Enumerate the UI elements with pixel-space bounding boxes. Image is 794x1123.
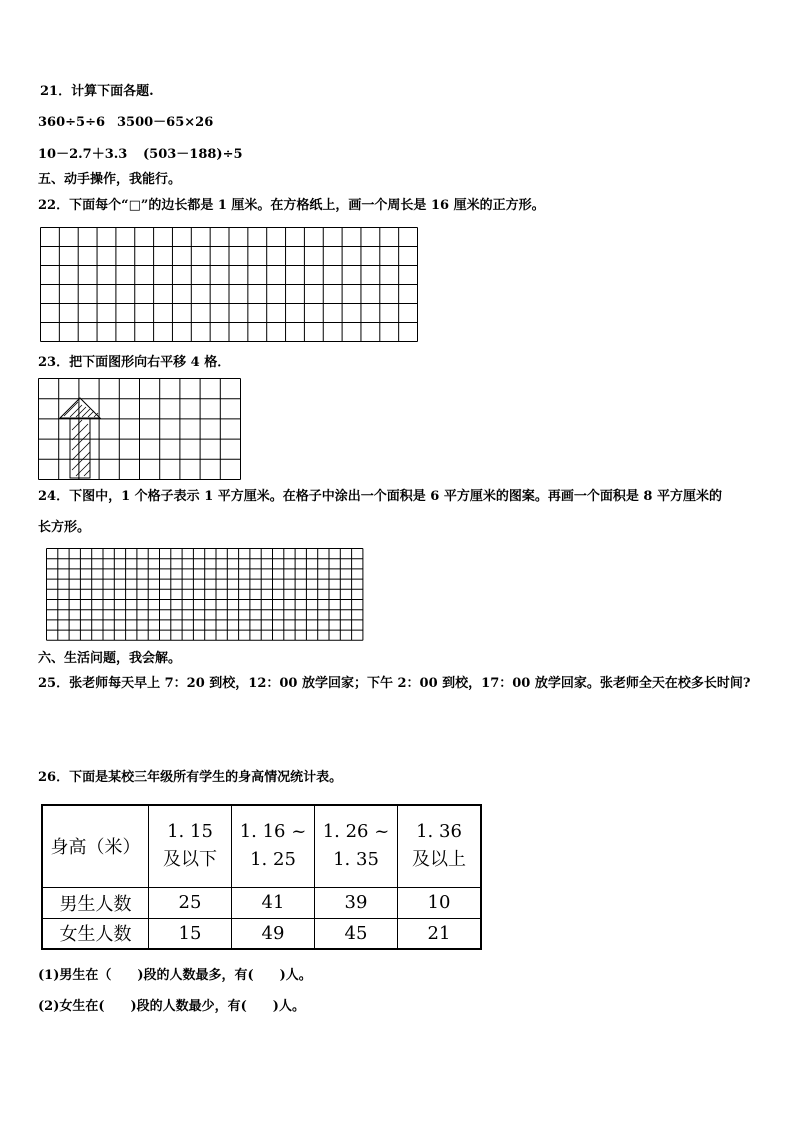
table-range-2: 1. 16 ~ 1. 25 xyxy=(232,805,315,887)
table-cell: 15 xyxy=(149,918,232,949)
q21-expr-4: (503－188)÷5 xyxy=(143,147,243,162)
q26-sub-question-2: (2)女生在( )段的人数最少，有( )人。 xyxy=(38,999,305,1014)
q21-title: 21．计算下面各题. xyxy=(40,84,154,99)
q26-text: 26．下面是某校三年级所有学生的身高情况统计表。 xyxy=(38,770,343,785)
q21-expr-2: 3500－65×26 xyxy=(117,115,214,130)
table-cell: 39 xyxy=(315,887,398,918)
arrow-figure xyxy=(60,398,100,478)
table-row xyxy=(42,887,481,918)
table-cell: 10 xyxy=(398,887,482,918)
q24-grid[interactable] xyxy=(46,548,364,641)
table-range-3: 1. 26 ~ 1. 35 xyxy=(315,805,398,887)
table-cell: 25 xyxy=(149,887,232,918)
table-cell: 45 xyxy=(315,918,398,949)
q21-expr-1: 360÷5÷6 xyxy=(38,115,106,130)
table-header-label: 身高（米） xyxy=(42,805,149,887)
q23-grid[interactable] xyxy=(38,378,243,480)
q23-text: 23．把下面图形向右平移 4 格． xyxy=(38,355,231,370)
table-row-label: 男生人数 xyxy=(42,887,149,918)
table-cell: 21 xyxy=(398,918,482,949)
q22-grid[interactable] xyxy=(40,227,420,343)
q24-text-line2: 长方形。 xyxy=(38,520,91,535)
table-cell: 49 xyxy=(232,918,315,949)
table-range-4: 1. 36 及以上 xyxy=(398,805,482,887)
q22-text: 22．下面每个“□”的边长都是 1 厘米。在方格纸上，画一个周长是 16 厘米的正方形。 xyxy=(38,198,545,213)
height-statistics-table xyxy=(41,804,482,950)
table-row xyxy=(42,918,481,949)
q24-text-line1: 24．下图中，1 个格子表示 1 平方厘米。在格子中涂出一个面积是 6 平方厘米的图案。再画一个面积是 8 平方厘米的 xyxy=(38,489,722,504)
table-cell: 41 xyxy=(232,887,315,918)
table-row-label: 女生人数 xyxy=(42,918,149,949)
table-range-1: 1. 15 及以下 xyxy=(149,805,232,887)
section-5-heading: 五、动手操作，我能行。 xyxy=(38,172,182,187)
q26-sub-question-1: (1)男生在（ )段的人数最多，有( )人。 xyxy=(38,968,312,983)
table-header-row xyxy=(42,805,481,887)
q21-expr-3: 10－2.7＋3.3 xyxy=(38,147,128,162)
section-6-heading: 六、生活问题，我会解。 xyxy=(38,651,182,666)
q25-text: 25．张老师每天早上 7：20 到校，12：00 放学回家；下午 2：00 到校，17：00 放学回家。张老师全天在校多长时间? xyxy=(38,676,751,691)
